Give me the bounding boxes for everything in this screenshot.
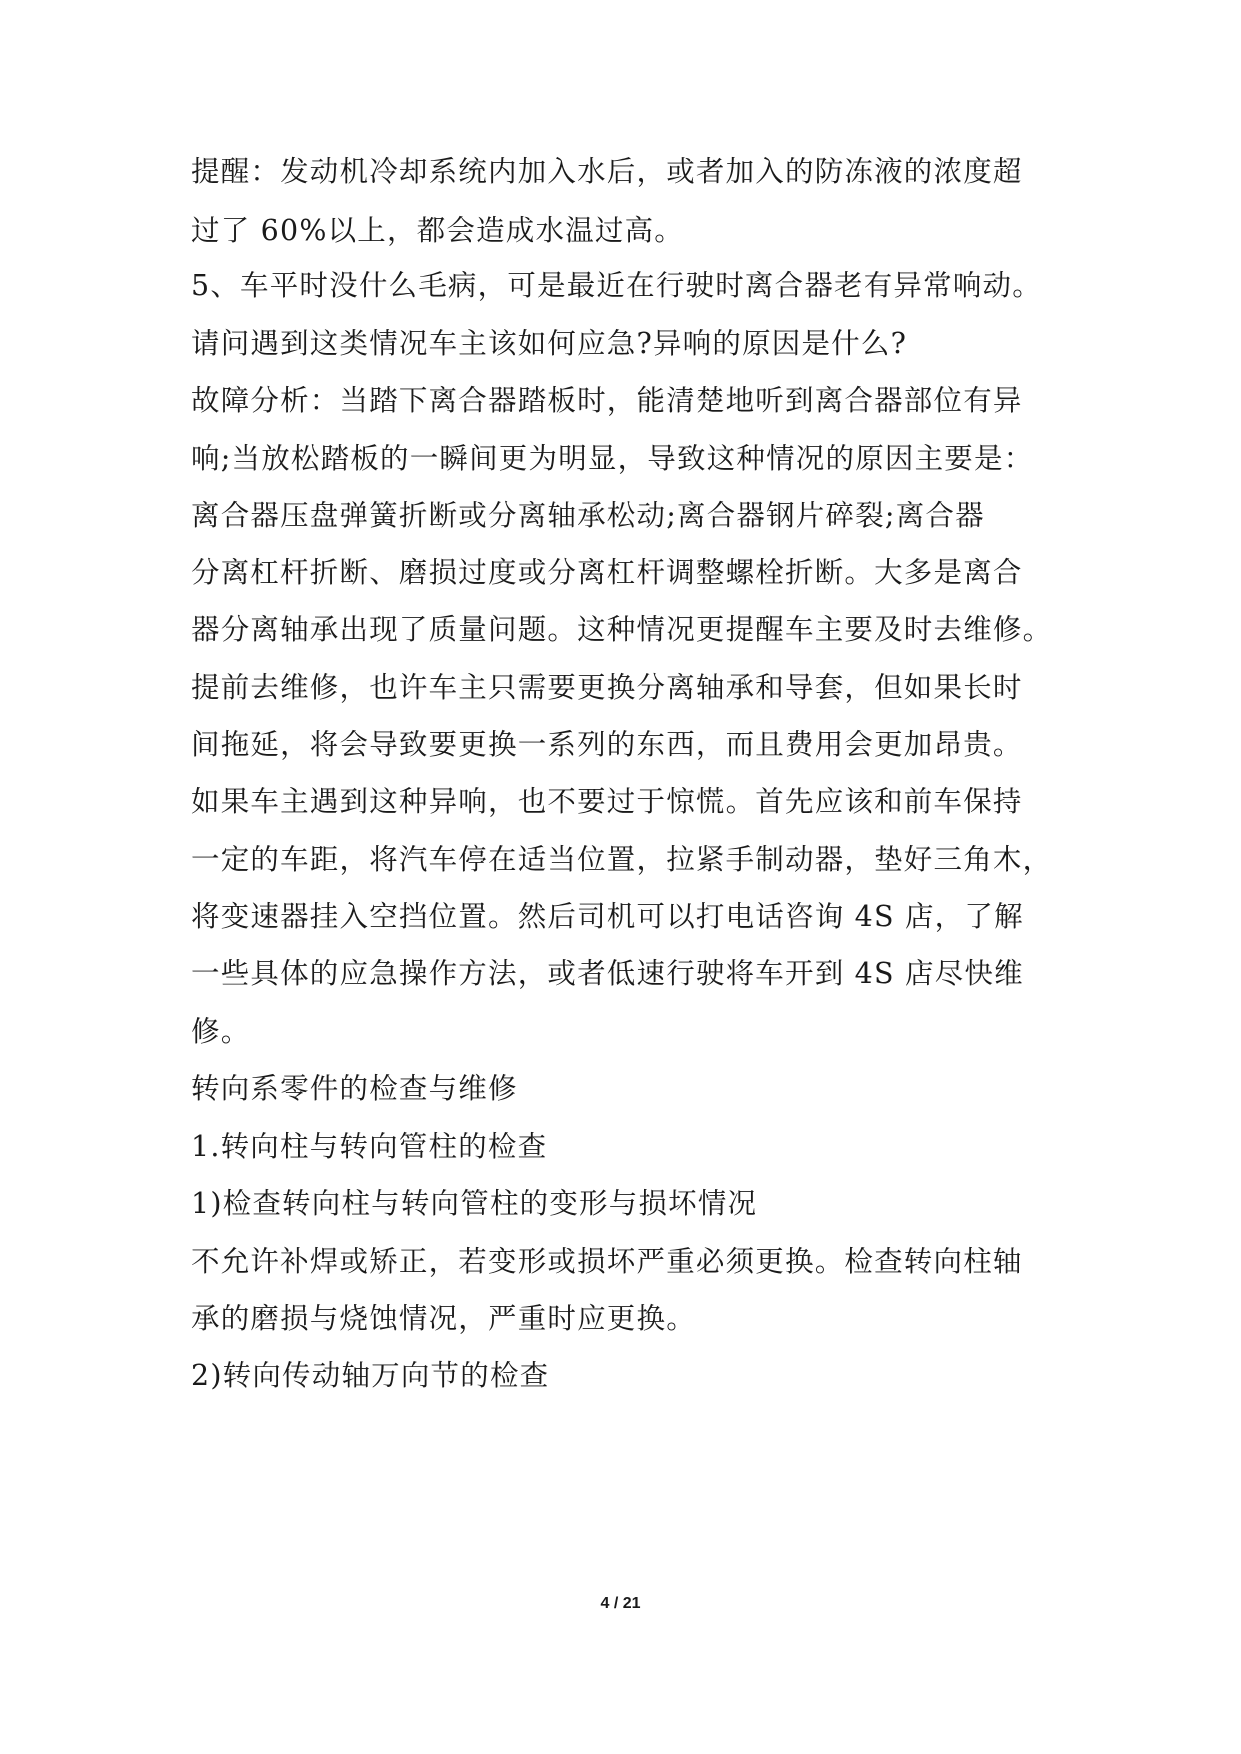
text-line: 过了 60%以上，都会造成水温过高。 <box>191 214 685 247</box>
text-line: 2)转向传动轴万向节的检查 <box>191 1359 550 1392</box>
text-line: 5、车平时没什么毛病，可是最近在行驶时离合器老有异常响动。 <box>191 269 1042 302</box>
text-line: 转向系零件的检查与维修 <box>191 1072 518 1105</box>
page-number: 4 / 21 <box>600 1595 641 1612</box>
text-line: 离合器压盘弹簧折断或分离轴承松动;离合器钢片碎裂;离合器 <box>191 499 985 532</box>
text-line: 如果车主遇到这种异响，也不要过于惊慌。首先应该和前车保持 <box>191 785 1023 818</box>
text-line: 分离杠杆折断、磨损过度或分离杠杆调整螺栓折断。大多是离合 <box>191 556 1023 589</box>
text-line: 提前去维修，也许车主只需要更换分离轴承和导套，但如果长时 <box>191 671 1023 704</box>
text-line: 承的磨损与烧蚀情况，严重时应更换。 <box>191 1302 696 1335</box>
text-line: 修。 <box>191 1015 251 1048</box>
text-line: 器分离轴承出现了质量问题。这种情况更提醒车主要及时去维修。 <box>191 613 1053 646</box>
text-line: 间拖延，将会导致要更换一系列的东西，而且费用会更加昂贵。 <box>191 728 1023 761</box>
text-line: 提醒：发动机冷却系统内加入水后，或者加入的防冻液的浓度超 <box>191 155 1023 188</box>
text-line: 响;当放松踏板的一瞬间更为明显，导致这种情况的原因主要是： <box>191 442 1034 475</box>
text-line: 1.转向柱与转向管柱的检查 <box>191 1130 548 1163</box>
text-line: 1)检查转向柱与转向管柱的变形与损坏情况 <box>191 1187 758 1220</box>
text-line: 请问遇到这类情况车主该如何应急?异响的原因是什么? <box>191 327 908 360</box>
text-line: 故障分析：当踏下离合器踏板时，能清楚地听到离合器部位有异 <box>191 384 1023 417</box>
text-line: 一些具体的应急操作方法，或者低速行驶将车开到 4S 店尽快维 <box>191 957 1024 990</box>
text-line: 将变速器挂入空挡位置。然后司机可以打电话咨询 4S 店，了解 <box>191 900 1024 933</box>
text-line: 一定的车距，将汽车停在适当位置，拉紧手制动器，垫好三角木， <box>191 843 1053 876</box>
text-line: 不允许补焊或矫正，若变形或损坏严重必须更换。检查转向柱轴 <box>191 1245 1023 1278</box>
